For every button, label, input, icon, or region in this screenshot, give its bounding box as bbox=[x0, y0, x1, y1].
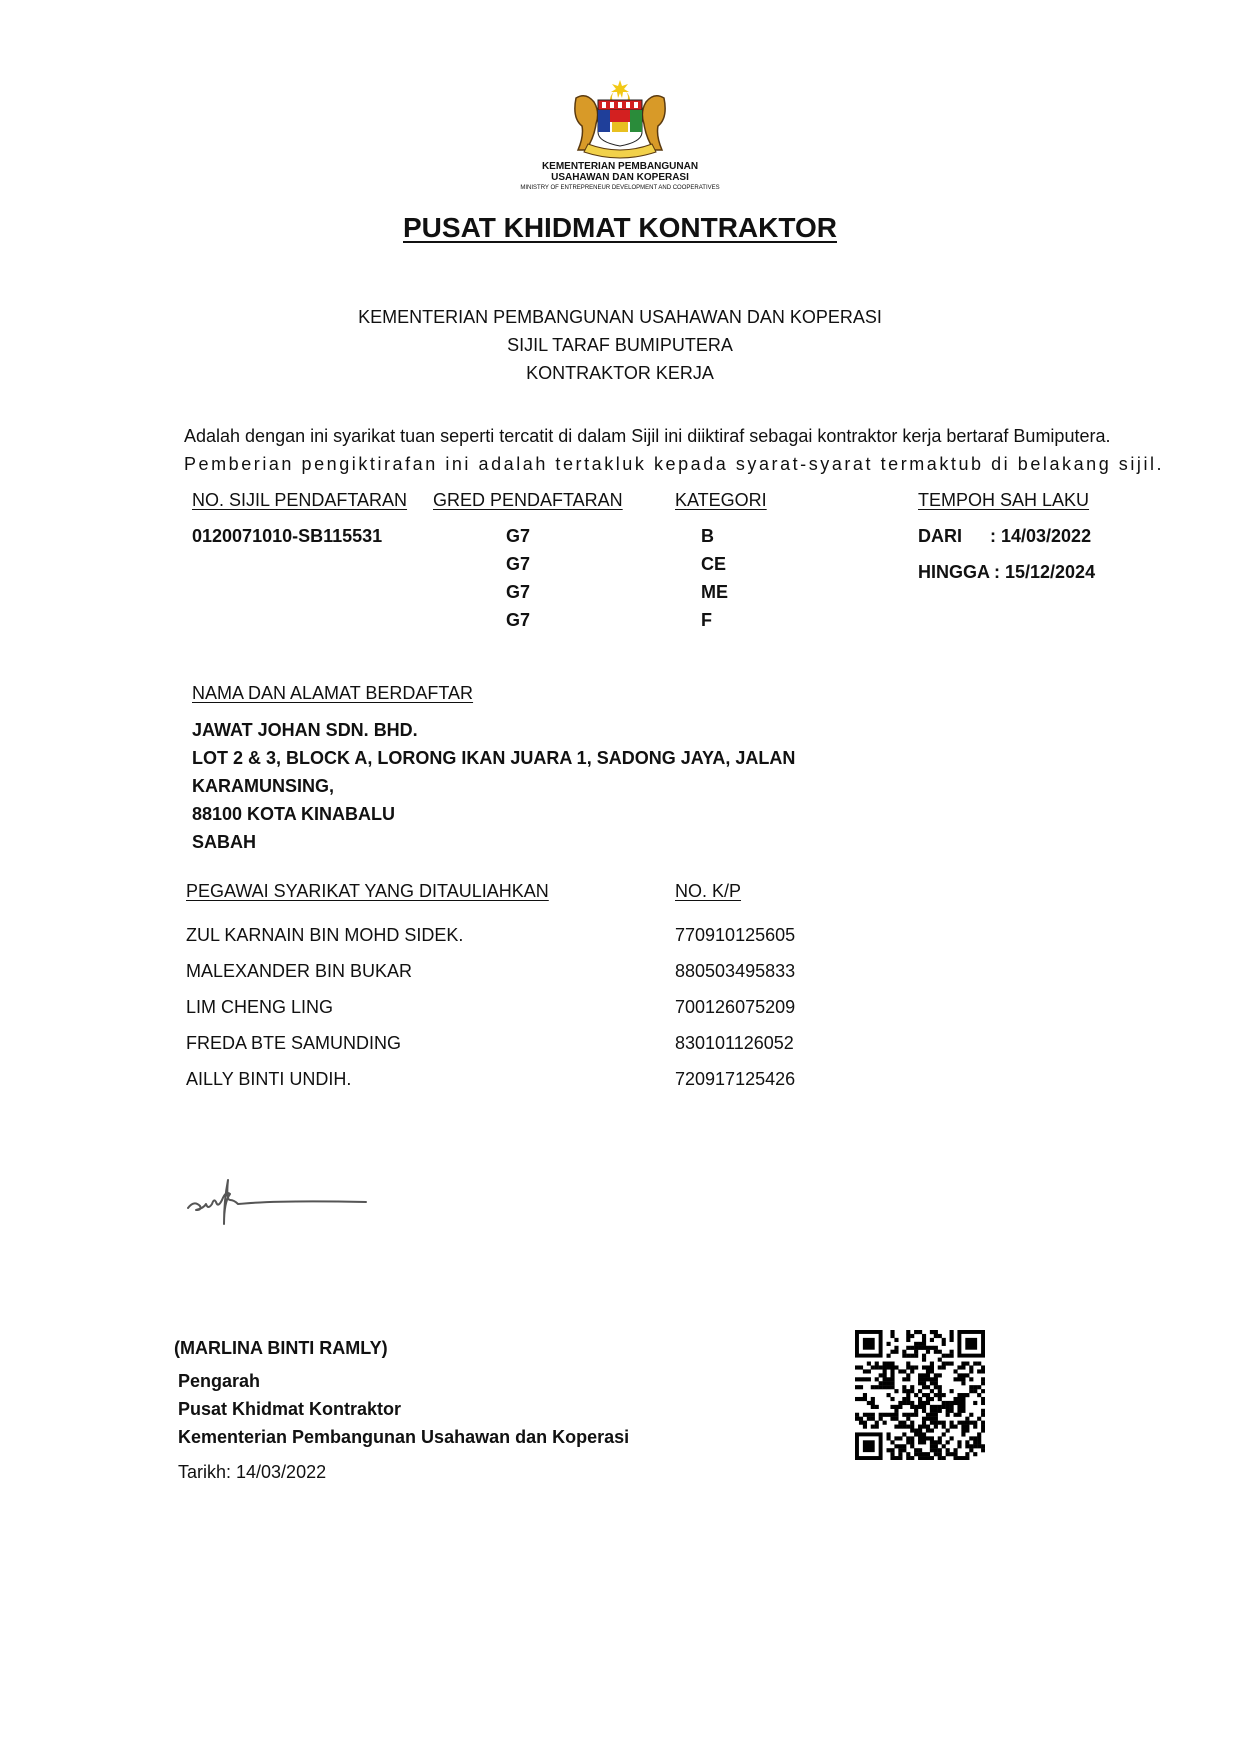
kategori-value: CE bbox=[701, 554, 727, 574]
header-gred: GRED PENDAFTARAN bbox=[433, 490, 623, 510]
hingga-label: HINGGA bbox=[918, 562, 990, 582]
signatory-name: (MARLINA BINTI RAMLY) bbox=[174, 1338, 388, 1358]
gred-value: G7 bbox=[506, 610, 531, 630]
officer-name: ZUL KARNAIN BIN MOHD SIDEK. bbox=[186, 925, 464, 945]
subtitle-certificate: SIJIL TARAF BUMIPUTERA bbox=[507, 335, 733, 355]
company-heading: NAMA DAN ALAMAT BERDAFTAR bbox=[192, 683, 474, 703]
kategori-value: F bbox=[701, 610, 712, 630]
company-name: JAWAT JOHAN SDN. BHD. bbox=[192, 720, 418, 740]
officer-name: FREDA BTE SAMUNDING bbox=[186, 1033, 402, 1053]
officer-ic: 770910125605 bbox=[675, 925, 796, 945]
hingga-date: : 15/12/2024 bbox=[994, 562, 1096, 582]
qr-code-icon bbox=[855, 1330, 985, 1460]
header-tempoh: TEMPOH SAH LAKU bbox=[918, 490, 1090, 510]
company-address-line2: KARAMUNSING, bbox=[192, 776, 334, 796]
company-address-line4: SABAH bbox=[192, 832, 257, 852]
officers-heading: PEGAWAI SYARIKAT YANG DITAULIAHKAN bbox=[186, 881, 549, 901]
signatory-position: Pengarah bbox=[178, 1371, 261, 1391]
qr-code bbox=[855, 1330, 985, 1460]
officers-ic-heading: NO. K/P bbox=[675, 881, 742, 901]
officer-ic: 720917125426 bbox=[675, 1069, 796, 1089]
header-kategori: KATEGORI bbox=[675, 490, 767, 510]
gred-value: G7 bbox=[506, 582, 531, 602]
page-title: PUSAT KHIDMAT KONTRAKTOR bbox=[403, 212, 837, 243]
officer-name: LIM CHENG LING bbox=[186, 997, 334, 1017]
gred-value: G7 bbox=[506, 526, 531, 546]
statement-line2: Pemberian pengiktirafan ini adalah tertakluk kepada syarat-syarat termaktub di belakang sijil. bbox=[184, 454, 1165, 474]
malaysia-coat-of-arms-icon bbox=[562, 78, 678, 164]
kategori-value: ME bbox=[701, 582, 728, 602]
officer-ic: 700126075209 bbox=[675, 997, 796, 1017]
ministry-name-line2: USAHAWAN DAN KOPERASI bbox=[551, 172, 689, 183]
dari-date: : 14/03/2022 bbox=[990, 526, 1092, 546]
coat-of-arms-logo bbox=[562, 78, 678, 164]
company-address-line1: LOT 2 & 3, BLOCK A, LORONG IKAN JUARA 1, SADONG JAYA, JALAN bbox=[192, 748, 796, 768]
registration-number: 0120071010-SB115531 bbox=[192, 526, 383, 546]
subtitle-ministry: KEMENTERIAN PEMBANGUNAN USAHAWAN DAN KOPERASI bbox=[358, 307, 882, 327]
officer-name: AILLY BINTI UNDIH. bbox=[186, 1069, 352, 1089]
ministry-name-line1: KEMENTERIAN PEMBANGUNAN bbox=[541, 161, 699, 172]
subtitle-contractor-type: KONTRAKTOR KERJA bbox=[526, 363, 714, 383]
signature bbox=[186, 1168, 386, 1230]
ministry-name-malay bbox=[470, 161, 770, 183]
header-no-sijil: NO. SIJIL PENDAFTARAN bbox=[192, 490, 408, 510]
officer-ic: 830101126052 bbox=[675, 1033, 794, 1053]
dari-label: DARI bbox=[918, 526, 962, 546]
issue-date: Tarikh: 14/03/2022 bbox=[178, 1462, 327, 1482]
company-address-line3: 88100 KOTA KINABALU bbox=[192, 804, 396, 824]
statement-line1: Adalah dengan ini syarikat tuan seperti tercatit di dalam Sijil ini diiktiraf sebagai kontraktor kerja bertaraf Bumiputera. bbox=[184, 426, 1111, 446]
handwritten-signature-icon bbox=[186, 1168, 386, 1230]
gred-value: G7 bbox=[506, 554, 531, 574]
ministry-name-english: MINISTRY OF ENTREPRENEUR DEVELOPMENT AND COOPERATIVES bbox=[520, 185, 720, 191]
kategori-value: B bbox=[701, 526, 714, 546]
signatory-department: Pusat Khidmat Kontraktor bbox=[178, 1399, 402, 1419]
officer-ic: 880503495833 bbox=[675, 961, 796, 981]
officer-name: MALEXANDER BIN BUKAR bbox=[186, 961, 413, 981]
signatory-ministry: Kementerian Pembangunan Usahawan dan Koperasi bbox=[178, 1427, 630, 1447]
